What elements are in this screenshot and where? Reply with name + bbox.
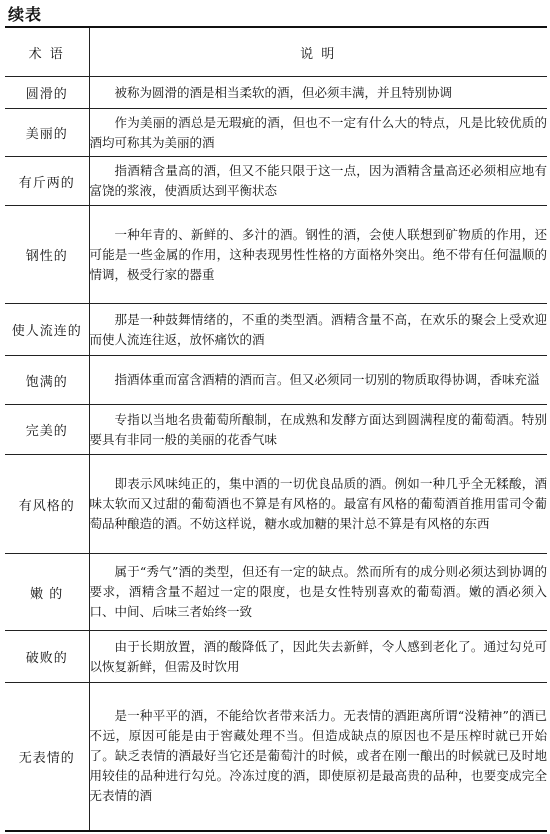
table-row (5, 455, 547, 554)
table-row (5, 631, 547, 683)
table-row (5, 356, 547, 405)
description-cell: 属于“秀气”酒的类型，但还有一定的缺点。然而所有的成分则必须达到协调的要求，酒精含量不超过一定的限度，也是女性特别喜欢的葡萄酒。嫩的酒必须入口、中间、后味三者始终一致 (89, 554, 547, 631)
description-cell: 是一种平平的酒，不能给饮者带来活力。无表情的酒距离所谓“没精神”的酒已不远，原因可能是由于窖藏处理不当。但造成缺点的原因也不是压榨时就已开始了。缺乏表情的酒最好当它还是葡萄汁的时候，或者在刚一酿出的时候就已及时地用较佳的品种进行勾兑。冷冻过度的酒，即使原初是最高贵的品种，也要变成完全无表情的酒 (89, 683, 547, 831)
term-cell: 完美的 (5, 405, 89, 455)
description-cell: 即表示风味纯正的，集中酒的一切优良品质的酒。例如一种几乎全无糅酸，酒味太软而又过甜的葡萄酒也不算是有风格的。最富有风格的葡萄酒首推用雷司令葡萄品种酿造的酒。不妨这样说，糖水或加糖的果汁总不算是有风格的东西 (89, 455, 547, 554)
table-row (5, 77, 547, 109)
term-cell: 嫩 的 (5, 554, 89, 631)
table-caption: 续表 (8, 5, 43, 24)
term-cell: 有斤两的 (5, 157, 89, 206)
header-term: 术 语 (5, 27, 89, 77)
table-row (5, 109, 547, 157)
description-cell: 指酒体重而富含酒精的酒而言。但又必须同一切别的物质取得协调，香味充溢 (89, 356, 547, 405)
term-cell: 钢性的 (5, 206, 89, 304)
header-description: 说 明 (89, 27, 547, 77)
term-cell: 饱满的 (5, 356, 89, 405)
table-row (5, 157, 547, 206)
table-row (5, 206, 547, 304)
term-cell: 使人流连的 (5, 304, 89, 356)
table-row (5, 683, 547, 831)
table-row (5, 405, 547, 455)
table-header-row (5, 27, 547, 77)
wine-terms-table (5, 26, 547, 832)
description-cell: 被称为圆滑的酒是相当柔软的酒，但必须丰满，并且特别协调 (89, 77, 547, 109)
table-row (5, 304, 547, 356)
description-cell: 指酒精含量高的酒，但又不能只限于这一点，因为酒精含量高还必须相应地有富饶的浆液，使酒质达到平衡状态 (89, 157, 547, 206)
term-cell: 有风格的 (5, 455, 89, 554)
description-cell: 专指以当地名贵葡萄所酿制，在成熟和发酵方面达到圆满程度的葡萄酒。特别要具有非同一般的美丽的花香气味 (89, 405, 547, 455)
description-cell: 由于长期放置，酒的酸降低了，因此失去新鲜，令人感到老化了。通过勾兑可以恢复新鲜，但需及时饮用 (89, 631, 547, 683)
description-cell: 那是一种鼓舞情绪的，不重的类型酒。酒精含量不高，在欢乐的聚会上受欢迎而使人流连往返，放怀痛饮的酒 (89, 304, 547, 356)
term-cell: 圆滑的 (5, 77, 89, 109)
description-cell: 一种年青的、新鲜的、多汁的酒。钢性的酒，会使人联想到矿物质的作用，还可能是一些金属的作用，这种表现男性性格的方面格外突出。绝不带有任何温顺的情调，极受行家的器重 (89, 206, 547, 304)
term-cell: 破败的 (5, 631, 89, 683)
term-cell: 无表情的 (5, 683, 89, 831)
term-cell: 美丽的 (5, 109, 89, 157)
table-row (5, 554, 547, 631)
description-cell: 作为美丽的酒总是无瑕疵的酒，但也不一定有什么大的特点，凡是比较优质的酒均可称其为美丽的酒 (89, 109, 547, 157)
